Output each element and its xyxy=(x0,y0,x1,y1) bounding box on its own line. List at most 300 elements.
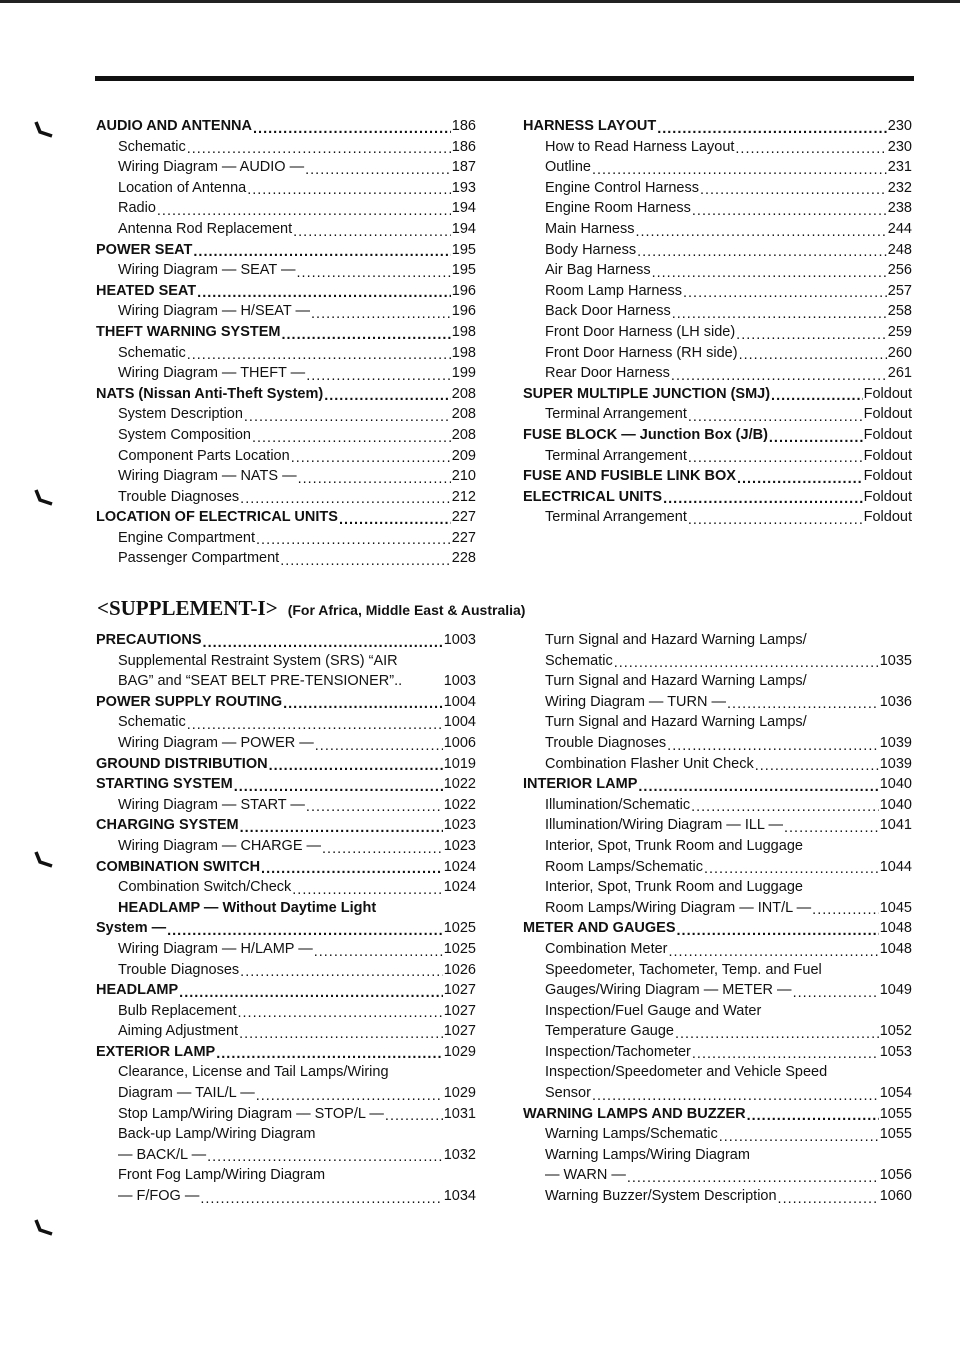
toc-entry-page: 1029 xyxy=(443,1043,476,1060)
toc-entry-page: 1022 xyxy=(443,796,476,813)
toc-entry-title: Wiring Diagram — TURN — xyxy=(545,693,727,710)
toc-entry[interactable] xyxy=(523,815,912,836)
toc-entry-page: 248 xyxy=(887,241,912,258)
toc-entry[interactable] xyxy=(96,774,476,795)
toc-entry[interactable] xyxy=(96,384,476,405)
toc-entry-title: Wiring Diagram — AUDIO — xyxy=(118,159,305,176)
toc-lower-right xyxy=(523,630,912,1207)
dot-leader xyxy=(238,1005,443,1021)
dot-leader xyxy=(719,1129,879,1145)
toc-entry[interactable] xyxy=(523,219,912,240)
dot-leader xyxy=(592,1088,879,1104)
toc-entry-page: Foldout xyxy=(863,488,912,505)
toc-entry-page: 1022 xyxy=(443,776,476,793)
toc-entry-page: 208 xyxy=(451,406,476,423)
toc-entry[interactable] xyxy=(523,1062,912,1083)
toc-entry[interactable] xyxy=(523,939,912,960)
toc-entry-title: STARTING SYSTEM xyxy=(96,776,233,793)
toc-entry[interactable] xyxy=(523,1124,912,1145)
dot-leader xyxy=(291,450,451,466)
toc-entry-title: HEADLAMP — Without Daytime Light xyxy=(118,899,377,916)
toc-entry-page: 195 xyxy=(451,262,476,279)
toc-entry-page: 1019 xyxy=(443,755,476,772)
toc-entry-title: Wiring Diagram — SEAT — xyxy=(118,262,296,279)
toc-entry-page: 199 xyxy=(451,365,476,382)
toc-entry-title: Inspection/Fuel Gauge and Water xyxy=(545,1002,762,1019)
toc-entry-page: 1031 xyxy=(443,1105,476,1122)
toc-entry[interactable] xyxy=(523,1104,912,1125)
toc-entry-title: System Composition xyxy=(118,426,251,443)
toc-entry[interactable] xyxy=(523,322,912,343)
header-rule xyxy=(95,76,914,81)
toc-entry-title: Terminal Arrangement xyxy=(545,406,687,423)
dot-leader xyxy=(269,758,443,774)
toc-entry-title: Combination Flasher Unit Check xyxy=(545,755,754,772)
dot-leader xyxy=(592,162,887,178)
toc-entry-page: 259 xyxy=(887,323,912,340)
toc-entry[interactable] xyxy=(96,1145,476,1166)
toc-entry-page: 186 xyxy=(451,118,476,134)
dot-leader xyxy=(234,779,443,795)
toc-entry-title: Engine Control Harness xyxy=(545,179,699,196)
toc-entry-page: 1052 xyxy=(879,1023,912,1040)
toc-entry-title: WARNING LAMPS AND BUZZER xyxy=(523,1105,746,1122)
toc-entry[interactable] xyxy=(523,116,912,137)
toc-entry-page: 1004 xyxy=(443,693,476,710)
toc-entry-page: 1040 xyxy=(879,776,912,793)
toc-entry[interactable] xyxy=(523,898,912,919)
toc-entry-page: 1035 xyxy=(879,652,912,669)
toc-entry[interactable] xyxy=(523,1186,912,1207)
toc-entry[interactable] xyxy=(523,446,912,467)
toc-entry[interactable] xyxy=(96,1165,476,1186)
toc-entry-page: 187 xyxy=(451,159,476,176)
toc-entry-page: 256 xyxy=(887,262,912,279)
toc-entry[interactable] xyxy=(523,404,912,425)
toc-entry[interactable] xyxy=(523,877,912,898)
toc-entry-page: 260 xyxy=(887,344,912,361)
toc-entry-title: INTERIOR LAMP xyxy=(523,776,638,793)
dot-leader xyxy=(252,430,451,446)
toc-entry-title: FUSE AND FUSIBLE LINK BOX xyxy=(523,468,736,485)
toc-entry[interactable] xyxy=(96,322,476,343)
dot-leader xyxy=(671,368,887,384)
toc-entry[interactable] xyxy=(96,1042,476,1063)
toc-entry-title: HARNESS LAYOUT xyxy=(523,118,657,134)
toc-entry[interactable] xyxy=(523,1042,912,1063)
toc-entry[interactable] xyxy=(523,651,912,672)
dot-leader xyxy=(769,430,863,446)
toc-entry[interactable] xyxy=(96,1186,476,1207)
toc-entry-page: 238 xyxy=(887,200,912,217)
toc-entry[interactable] xyxy=(96,240,476,261)
toc-entry[interactable] xyxy=(523,281,912,302)
toc-entry-page: 1023 xyxy=(443,817,476,834)
dot-leader xyxy=(315,738,443,754)
toc-entry[interactable] xyxy=(523,754,912,775)
toc-entry[interactable] xyxy=(96,363,476,384)
toc-entry[interactable] xyxy=(96,116,476,137)
toc-entry-title: Clearance, License and Tail Lamps/Wiring xyxy=(118,1064,389,1081)
toc-entry[interactable] xyxy=(523,487,912,508)
dot-leader xyxy=(692,203,887,219)
dot-leader xyxy=(200,1191,442,1207)
toc-entry[interactable] xyxy=(96,754,476,775)
toc-entry[interactable] xyxy=(523,507,912,528)
toc-entry-page: 1041 xyxy=(879,817,912,834)
dot-leader xyxy=(688,450,863,466)
toc-upper-left xyxy=(96,116,476,569)
toc-entry-page: 227 xyxy=(451,509,476,526)
toc-entry[interactable] xyxy=(523,157,912,178)
toc-entry-title: Outline xyxy=(545,159,591,176)
dot-leader xyxy=(292,882,442,898)
toc-entry[interactable] xyxy=(96,980,476,1001)
toc-entry-title: Stop Lamp/Wiring Diagram — STOP/L — xyxy=(118,1105,384,1122)
dot-leader xyxy=(339,512,451,528)
toc-entry[interactable] xyxy=(96,960,476,981)
toc-entry[interactable] xyxy=(96,815,476,836)
toc-entry[interactable] xyxy=(96,877,476,898)
toc-entry[interactable] xyxy=(523,343,912,364)
dot-leader xyxy=(322,841,443,857)
toc-entry[interactable] xyxy=(523,836,912,857)
toc-entry[interactable] xyxy=(96,137,476,158)
dot-leader xyxy=(663,491,863,507)
toc-entry[interactable] xyxy=(523,178,912,199)
toc-entry-title: Warning Buzzer/System Description xyxy=(545,1188,777,1205)
toc-entry[interactable] xyxy=(523,671,912,692)
toc-entry[interactable] xyxy=(96,671,476,692)
toc-entry-page: 1029 xyxy=(443,1085,476,1102)
toc-entry-page: 198 xyxy=(451,323,476,340)
toc-entry-title: Main Harness xyxy=(545,220,635,237)
dot-leader xyxy=(638,779,878,795)
supplement-region: (For Africa, Middle East & Australia) xyxy=(287,602,526,618)
binding-mark-icon xyxy=(34,1218,54,1236)
toc-entry[interactable] xyxy=(96,219,476,240)
binding-mark-icon xyxy=(34,850,54,868)
toc-entry-page: 1053 xyxy=(879,1043,912,1060)
toc-entry-title: PRECAUTIONS xyxy=(96,632,202,648)
toc-entry[interactable] xyxy=(96,198,476,219)
toc-entry[interactable] xyxy=(523,1145,912,1166)
dot-leader xyxy=(293,224,451,240)
dot-leader xyxy=(240,491,451,507)
toc-entry[interactable] xyxy=(96,260,476,281)
dot-leader xyxy=(771,388,863,404)
toc-entry[interactable] xyxy=(96,178,476,199)
dot-leader xyxy=(672,306,887,322)
toc-entry[interactable] xyxy=(523,980,912,1001)
toc-entry-page: 1039 xyxy=(879,734,912,751)
toc-entry-title: HEATED SEAT xyxy=(96,282,197,299)
dot-leader xyxy=(256,1088,443,1104)
toc-entry[interactable] xyxy=(96,857,476,878)
toc-entry[interactable] xyxy=(523,733,912,754)
toc-entry[interactable] xyxy=(523,774,912,795)
toc-entry-title: System Description xyxy=(118,406,243,423)
toc-entry[interactable] xyxy=(96,795,476,816)
toc-entry-title: Engine Room Harness xyxy=(545,200,691,217)
toc-entry-title: LOCATION OF ELECTRICAL UNITS xyxy=(96,509,338,526)
toc-entry[interactable] xyxy=(523,1165,912,1186)
toc-entry-title: Schematic xyxy=(118,714,186,731)
toc-entry-page: 1048 xyxy=(879,940,912,957)
dot-leader xyxy=(187,141,451,157)
toc-entry-title: Supplemental Restraint System (SRS) “AIR xyxy=(118,652,398,669)
toc-entry-title: Inspection/Tachometer xyxy=(545,1043,691,1060)
toc-entry[interactable] xyxy=(523,198,912,219)
toc-entry-page: 230 xyxy=(887,118,912,134)
toc-entry-page: 261 xyxy=(887,365,912,382)
toc-entry-title: Schematic xyxy=(118,138,186,155)
toc-entry[interactable] xyxy=(523,1021,912,1042)
toc-entry-title: SUPER MULTIPLE JUNCTION (SMJ) xyxy=(523,385,771,402)
toc-entry[interactable] xyxy=(523,425,912,446)
dot-leader xyxy=(812,902,879,918)
toc-entry-page: 1049 xyxy=(879,982,912,999)
dot-leader xyxy=(739,347,887,363)
dot-leader xyxy=(179,985,443,1001)
dot-leader xyxy=(727,696,879,712)
toc-entry-title: CHARGING SYSTEM xyxy=(96,817,239,834)
toc-entry-title: Aiming Adjustment xyxy=(118,1023,239,1040)
dot-leader xyxy=(667,738,879,754)
dot-leader xyxy=(688,409,863,425)
toc-entry[interactable] xyxy=(96,1104,476,1125)
toc-entry[interactable] xyxy=(96,1062,476,1083)
toc-entry-page: 258 xyxy=(887,303,912,320)
toc-entry[interactable] xyxy=(523,692,912,713)
toc-entry-page: Foldout xyxy=(863,385,912,402)
toc-entry-title: Back Door Harness xyxy=(545,303,671,320)
toc-entry[interactable] xyxy=(96,651,476,672)
toc-entry-page: 244 xyxy=(887,220,912,237)
toc-entry[interactable] xyxy=(96,281,476,302)
toc-entry-page: 194 xyxy=(451,200,476,217)
toc-entry-title: Back-up Lamp/Wiring Diagram xyxy=(118,1126,316,1143)
dot-leader xyxy=(737,471,863,487)
toc-entry[interactable] xyxy=(96,692,476,713)
toc-entry-page: 1060 xyxy=(879,1188,912,1205)
dot-leader xyxy=(700,182,887,198)
toc-entry-title: COMBINATION SWITCH xyxy=(96,858,261,875)
toc-entry-page: 1055 xyxy=(879,1105,912,1122)
toc-entry-title: Terminal Arrangement xyxy=(545,509,687,526)
toc-entry[interactable] xyxy=(96,548,476,569)
toc-entry-page: 196 xyxy=(451,303,476,320)
toc-entry-title: Wiring Diagram — H/SEAT — xyxy=(118,303,311,320)
toc-entry[interactable] xyxy=(96,1124,476,1145)
toc-entry[interactable] xyxy=(96,343,476,364)
toc-entry[interactable] xyxy=(523,240,912,261)
toc-entry-page: 257 xyxy=(887,282,912,299)
toc-entry-page: 1006 xyxy=(443,734,476,751)
dot-leader xyxy=(256,532,451,548)
dot-leader xyxy=(281,327,450,343)
toc-entry-page: 1025 xyxy=(443,940,476,957)
toc-entry-title: AUDIO AND ANTENNA xyxy=(96,118,253,134)
toc-entry-title: Bulb Replacement xyxy=(118,1002,237,1019)
toc-entry[interactable] xyxy=(96,528,476,549)
toc-entry[interactable] xyxy=(96,1001,476,1022)
dot-leader xyxy=(306,799,443,815)
toc-entry[interactable] xyxy=(523,466,912,487)
toc-entry-title: HEADLAMP xyxy=(96,982,179,999)
dot-leader xyxy=(193,244,450,260)
toc-entry[interactable] xyxy=(96,1021,476,1042)
toc-entry-title: Interior, Spot, Trunk Room and Luggage xyxy=(545,879,803,896)
dot-leader xyxy=(298,471,451,487)
toc-entry[interactable] xyxy=(523,795,912,816)
toc-entry[interactable] xyxy=(96,898,476,919)
dot-leader xyxy=(747,1108,879,1124)
toc-entry-page: 1056 xyxy=(879,1167,912,1184)
page-edge-line xyxy=(0,0,960,3)
toc-entry-title: NATS (Nissan Anti-Theft System) xyxy=(96,385,324,402)
toc-entry-page: 212 xyxy=(451,488,476,505)
toc-entry-page: 1048 xyxy=(879,920,912,937)
toc-entry-page: 194 xyxy=(451,220,476,237)
toc-entry-page: Foldout xyxy=(863,468,912,485)
toc-entry-page: 227 xyxy=(451,529,476,546)
toc-entry[interactable] xyxy=(96,301,476,322)
toc-entry-page: 1004 xyxy=(443,714,476,731)
toc-entry-page: 210 xyxy=(451,468,476,485)
toc-entry-title: Front Fog Lamp/Wiring Diagram xyxy=(118,1167,326,1184)
toc-entry[interactable] xyxy=(96,446,476,467)
dot-leader xyxy=(755,758,879,774)
toc-entry-page: 1040 xyxy=(879,796,912,813)
toc-entry-title: Temperature Gauge xyxy=(545,1023,674,1040)
toc-entry-title: GROUND DISTRIBUTION xyxy=(96,755,268,772)
dot-leader xyxy=(385,1108,443,1124)
toc-entry-title: EXTERIOR LAMP xyxy=(96,1043,216,1060)
toc-entry[interactable] xyxy=(96,836,476,857)
toc-entry[interactable] xyxy=(523,630,912,651)
dot-leader xyxy=(253,121,451,137)
toc-entry-title: — BACK/L — xyxy=(118,1146,207,1163)
toc-entry[interactable] xyxy=(96,466,476,487)
dot-leader xyxy=(657,121,887,137)
toc-entry[interactable] xyxy=(96,487,476,508)
toc-entry[interactable] xyxy=(523,384,912,405)
dot-leader xyxy=(157,203,451,219)
toc-entry-title: Wiring Diagram — CHARGE — xyxy=(118,837,322,854)
toc-entry-title: Diagram — TAIL/L — xyxy=(118,1085,255,1102)
dot-leader xyxy=(637,244,887,260)
toc-entry-title: Warning Lamps/Schematic xyxy=(545,1126,718,1143)
toc-entry-page: 1034 xyxy=(443,1188,476,1205)
dot-leader xyxy=(240,820,443,836)
toc-entry-title: Body Harness xyxy=(545,241,637,258)
toc-entry-title: Turn Signal and Hazard Warning Lamps/ xyxy=(545,632,807,648)
toc-entry-title: Schematic xyxy=(118,344,186,361)
toc-entry-page: 1032 xyxy=(443,1146,476,1163)
toc-entry[interactable] xyxy=(523,857,912,878)
toc-entry-title: Wiring Diagram — THEFT — xyxy=(118,365,306,382)
toc-entry-title: Front Door Harness (LH side) xyxy=(545,323,736,340)
toc-entry[interactable] xyxy=(96,939,476,960)
toc-entry[interactable] xyxy=(96,918,476,939)
toc-entry[interactable] xyxy=(96,733,476,754)
toc-entry-title: Room Lamp Harness xyxy=(545,282,682,299)
toc-entry-page: 230 xyxy=(887,138,912,155)
dot-leader xyxy=(793,985,879,1001)
toc-entry-title: Location of Antenna xyxy=(118,179,247,196)
toc-entry-title: Warning Lamps/Wiring Diagram xyxy=(545,1146,750,1163)
dot-leader xyxy=(247,182,451,198)
toc-entry[interactable] xyxy=(523,301,912,322)
dot-leader xyxy=(627,1170,879,1186)
toc-entry-page: Foldout xyxy=(863,447,912,464)
toc-entry[interactable] xyxy=(523,960,912,981)
toc-entry-title: Gauges/Wiring Diagram — METER — xyxy=(545,982,792,999)
toc-entry[interactable] xyxy=(96,157,476,178)
toc-entry[interactable] xyxy=(523,137,912,158)
toc-entry[interactable] xyxy=(523,1001,912,1022)
toc-entry[interactable] xyxy=(96,712,476,733)
toc-entry-title: Schematic xyxy=(545,652,613,669)
toc-entry-title: Interior, Spot, Trunk Room and Luggage xyxy=(545,837,803,854)
toc-entry-title: Terminal Arrangement xyxy=(545,447,687,464)
toc-entry-title: Illumination/Wiring Diagram — ILL — xyxy=(545,817,783,834)
dot-leader xyxy=(197,285,451,301)
dot-leader xyxy=(305,162,451,178)
toc-entry[interactable] xyxy=(96,404,476,425)
toc-entry-page: Foldout xyxy=(863,426,912,443)
toc-entry[interactable] xyxy=(96,630,476,651)
dot-leader xyxy=(216,1046,443,1062)
toc-entry-title: Room Lamps/Wiring Diagram — INT/L — xyxy=(545,899,812,916)
toc-entry-title: Sensor xyxy=(545,1085,591,1102)
toc-entry-title: Air Bag Harness xyxy=(545,262,651,279)
toc-entry[interactable] xyxy=(96,1083,476,1104)
toc-entry[interactable] xyxy=(96,425,476,446)
toc-entry-title: POWER SUPPLY ROUTING xyxy=(96,693,283,710)
dot-leader xyxy=(314,944,443,960)
dot-leader xyxy=(692,1046,879,1062)
toc-entry-title: Trouble Diagnoses xyxy=(545,734,667,751)
toc-entry-page: 231 xyxy=(887,159,912,176)
toc-entry-page: 195 xyxy=(451,241,476,258)
toc-entry-title: Front Door Harness (RH side) xyxy=(545,344,738,361)
dot-leader xyxy=(675,1026,879,1042)
toc-entry-page: 1055 xyxy=(879,1126,912,1143)
toc-entry-title: Room Lamps/Schematic xyxy=(545,858,703,875)
toc-entry-page: 198 xyxy=(451,344,476,361)
toc-entry[interactable] xyxy=(96,507,476,528)
toc-entry-title: Rear Door Harness xyxy=(545,365,670,382)
supplement-label: <SUPPLEMENT-I> xyxy=(97,596,278,620)
toc-entry-title: Trouble Diagnoses xyxy=(118,961,240,978)
toc-entry-title: Wiring Diagram — POWER — xyxy=(118,734,314,751)
toc-entry-title: Illumination/Schematic xyxy=(545,796,691,813)
dot-leader xyxy=(297,265,451,281)
toc-entry-title: — WARN — xyxy=(545,1167,626,1184)
toc-entry[interactable] xyxy=(523,363,912,384)
toc-entry[interactable] xyxy=(523,260,912,281)
toc-entry-title: Speedometer, Tachometer, Temp. and Fuel xyxy=(545,961,822,978)
dot-leader xyxy=(240,964,443,980)
toc-entry-title: Radio xyxy=(118,200,156,217)
dot-leader xyxy=(652,265,887,281)
dot-leader xyxy=(261,861,443,877)
toc-entry[interactable] xyxy=(523,712,912,733)
toc-entry[interactable] xyxy=(523,918,912,939)
toc-entry[interactable] xyxy=(523,1083,912,1104)
